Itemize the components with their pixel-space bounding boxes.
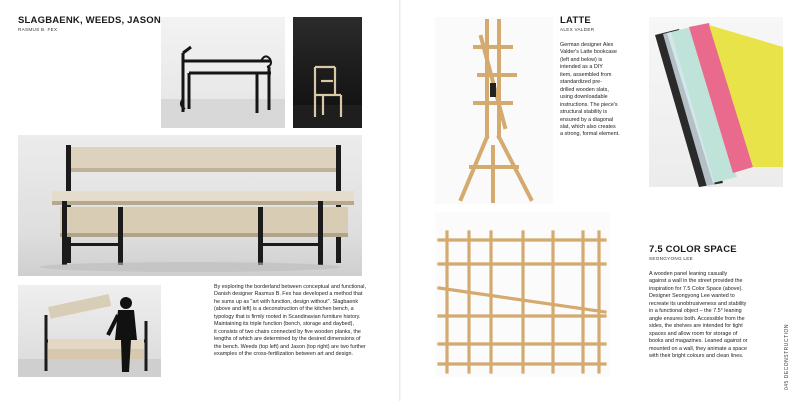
article-body-latte: [560, 42, 642, 139]
body-line: standardized pre-: [560, 79, 602, 86]
body-line: mounted on a wall, they animate a space: [649, 345, 747, 352]
body-line: item, assembled from: [560, 71, 612, 78]
folio-page-number: 045 DECONSTRUCTION: [784, 324, 790, 390]
body-line: (above and left) is a deconstruction of the kitchen bench, a: [214, 306, 354, 313]
body-line: in a functional object – the 7.5° leaning: [649, 308, 742, 315]
designer-name-fex: RASMUS B. FEX: [18, 27, 58, 32]
body-line: slat, which also creates: [560, 123, 616, 130]
jason-chair-illustration: [293, 17, 362, 128]
photo-slagbaenk-person: [18, 285, 161, 377]
body-line: By exploring the borderland between conceptual and functional,: [214, 284, 366, 290]
article-body-slagbaenk: [214, 284, 394, 359]
article-title-color-space: 7.5 COLOR SPACE: [649, 244, 737, 255]
body-line: with their bright colours and clean lines.: [649, 352, 744, 359]
body-line: Maintaining its triple function (bench, storage and daybed),: [214, 321, 354, 328]
body-line: A wooden panel leaning casually: [649, 271, 728, 277]
page-gutter: [399, 0, 401, 401]
body-line: recreate its unobtrusiveness and stability: [649, 300, 747, 307]
body-line: angle ensures both. Accessible from the: [649, 315, 745, 322]
body-line: books and magazines. Leaned against or: [649, 338, 748, 345]
slagbaenk-person-illustration: [18, 285, 161, 377]
body-line: German designer Alex: [560, 42, 614, 48]
body-line: inspiration for 7.5 Color Space (above).: [649, 285, 743, 292]
body-line: (left and below) is: [560, 56, 603, 63]
slagbaenk-bench-illustration: [18, 135, 362, 276]
body-line: typology that is firmly rooted in Scandinavian furniture history.: [214, 313, 361, 320]
body-line: drilled wooden slats,: [560, 86, 609, 93]
article-body-color-space: [649, 271, 777, 360]
body-line: it consists of two chairs connected by five wooden planks, the: [214, 328, 361, 335]
body-line: lengths of which are determined by the desired dimensions of: [214, 336, 361, 343]
body-line: the bench. Weeds (top left) and Jason (top right) are two further: [214, 343, 366, 350]
body-line: a strong, formal element.: [560, 131, 620, 138]
designer-name-valder: ALEX VALDER: [560, 27, 595, 32]
photo-latte-bookcase-standing: [435, 17, 553, 204]
article-title-latte: LATTE: [560, 15, 591, 26]
body-line: sides, the shelves are intended for tight: [649, 323, 743, 330]
body-line: against a wall in the street provided the: [649, 278, 743, 285]
photo-jason-chair: [293, 17, 362, 128]
body-line: ensured by a diagonal: [560, 116, 614, 123]
body-line: instructions. The piece's: [560, 101, 618, 108]
body-line: spaces and allow room for storage of: [649, 330, 738, 337]
latte-standing-illustration: [435, 17, 553, 204]
body-line: Valder's Latte bookcase: [560, 49, 617, 56]
body-line: Danish designer Rasmus B. Fex has developed a method that: [214, 291, 363, 298]
latte-wide-illustration: [435, 212, 610, 377]
photo-slagbaenk-bench: [18, 135, 362, 276]
weeds-table-illustration: [161, 17, 285, 128]
color-space-illustration: [649, 17, 783, 187]
folio-container: [784, 300, 794, 390]
photo-color-space-shelf: [649, 17, 783, 187]
photo-latte-bookcase-wide: [435, 212, 610, 377]
designer-name-lee: SEONGYONG LEE: [649, 256, 693, 261]
body-line: Designer Seongyong Lee wanted to: [649, 293, 735, 300]
photo-weeds-table: [161, 17, 285, 128]
body-line: using downloadable: [560, 94, 608, 101]
body-line: he sums up as "art with function, design without". Slagbaenk: [214, 298, 359, 305]
body-line: intended as a DIY: [560, 64, 603, 71]
article-title-slagbaenk: SLAGBAENK, WEEDS, JASON: [18, 15, 161, 26]
body-line: structural stability is: [560, 109, 608, 116]
body-line: examples of the cross-fertilization between art and design.: [214, 351, 354, 358]
